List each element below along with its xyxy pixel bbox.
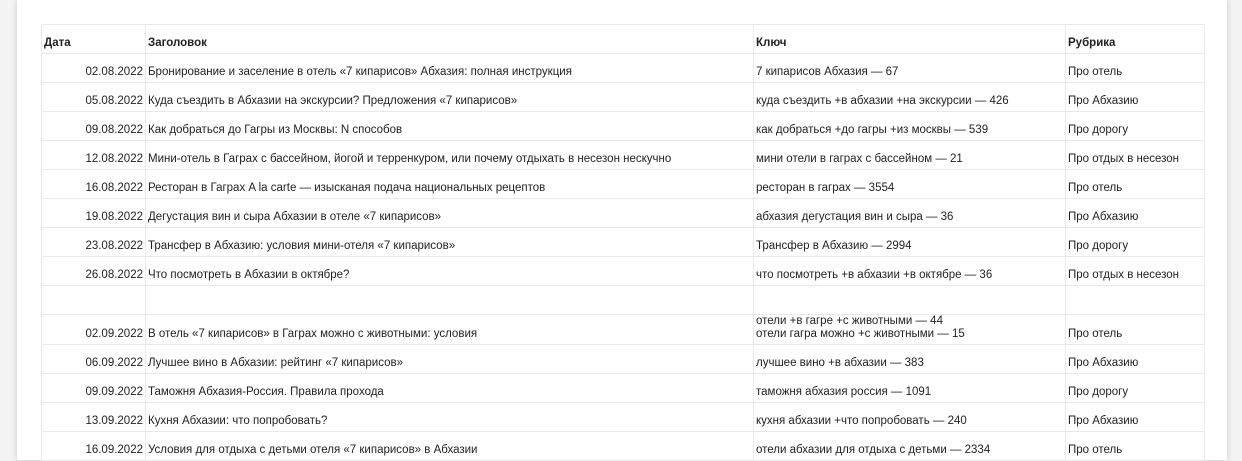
- header-rubric[interactable]: Рубрика: [1066, 25, 1205, 54]
- cell-rubric[interactable]: Про Абхазию: [1066, 83, 1205, 112]
- header-title[interactable]: Заголовок: [146, 25, 754, 54]
- cell-date[interactable]: 09.09.2022: [42, 374, 146, 403]
- cell-key[interactable]: [754, 83, 1066, 112]
- keyword-line: Трансфер в Абхазию — 2994: [756, 240, 912, 252]
- keyword-line: ресторан в гаграх — 3554: [756, 182, 895, 194]
- header-date[interactable]: Дата: [42, 25, 146, 54]
- table-row: [42, 83, 1205, 112]
- cell-title[interactable]: Бронирование и заселение в отель «7 кипарисов» Абхазия: полная инструкция: [146, 54, 754, 83]
- cell-title[interactable]: Ресторан в Гаграх A la carte — изысканая подача национальных рецептов: [146, 170, 754, 199]
- cell-date[interactable]: 26.08.2022: [42, 257, 146, 286]
- keyword-line: как добраться +до гагры +из москвы — 539: [756, 124, 989, 136]
- table-row: [42, 112, 1205, 141]
- cell-key[interactable]: [754, 228, 1066, 257]
- table-row: [42, 432, 1205, 461]
- cell-title[interactable]: Таможня Абхазия-Россия. Правила прохода: [146, 374, 754, 403]
- cell-rubric[interactable]: Про дорогу: [1066, 112, 1205, 141]
- cell-key[interactable]: [754, 199, 1066, 228]
- cell-title[interactable]: Лучшее вино в Абхазии: рейтинг «7 кипарисов»: [146, 345, 754, 374]
- keyword-line: отели +в гагре +с животными — 44: [756, 315, 943, 327]
- cell-key[interactable]: [754, 112, 1066, 141]
- table-row: [42, 228, 1205, 257]
- cell-date[interactable]: 02.08.2022: [42, 54, 146, 83]
- cell-date[interactable]: 05.08.2022: [42, 83, 146, 112]
- table-row: [42, 54, 1205, 83]
- cell-date[interactable]: 12.08.2022: [42, 141, 146, 170]
- cell-rubric[interactable]: Про отель: [1066, 54, 1205, 83]
- cell-title[interactable]: Как добраться до Гагры из Москвы: N способов: [146, 112, 754, 141]
- cell-key[interactable]: [754, 345, 1066, 374]
- keyword-line: что посмотреть +в абхазии +в октябре — 36: [756, 269, 993, 281]
- cell-date[interactable]: 13.09.2022: [42, 403, 146, 432]
- cell-date[interactable]: 16.08.2022: [42, 170, 146, 199]
- cell-date[interactable]: 16.09.2022: [42, 432, 146, 461]
- cell-key[interactable]: [754, 54, 1066, 83]
- cell-rubric[interactable]: Про отель: [1066, 432, 1205, 461]
- cell-rubric[interactable]: Про отель: [1066, 170, 1205, 199]
- cell-rubric[interactable]: Про дорогу: [1066, 228, 1205, 257]
- table-row: [42, 345, 1205, 374]
- cell-rubric[interactable]: Про дорогу: [1066, 374, 1205, 403]
- cell-date[interactable]: 23.08.2022: [42, 228, 146, 257]
- spreadsheet-card: [17, 0, 1227, 460]
- cell-rubric[interactable]: Про отдых в несезон: [1066, 257, 1205, 286]
- cell-title[interactable]: Куда съездить в Абхазии на экскурсии? Предложения «7 кипарисов»: [146, 83, 754, 112]
- content-plan-table: [41, 24, 1205, 461]
- table-row: [42, 403, 1205, 432]
- cell-date[interactable]: 06.09.2022: [42, 345, 146, 374]
- cell-rubric[interactable]: Про Абхазию: [1066, 403, 1205, 432]
- header-row: [42, 25, 1205, 54]
- cell-rubric[interactable]: Про отдых в несезон: [1066, 141, 1205, 170]
- keyword-line: мини отели в гаграх с бассейном — 21: [756, 153, 963, 165]
- cell-key[interactable]: [754, 286, 1066, 315]
- cell-rubric[interactable]: [1066, 286, 1205, 315]
- cell-date[interactable]: 09.08.2022: [42, 112, 146, 141]
- cell-key[interactable]: [754, 403, 1066, 432]
- table-row: [42, 257, 1205, 286]
- cell-date[interactable]: 02.09.2022: [42, 315, 146, 345]
- cell-key[interactable]: [754, 432, 1066, 461]
- header-key[interactable]: Ключ: [754, 25, 1066, 54]
- keyword-line: 7 кипарисов Абхазия — 67: [756, 66, 899, 78]
- cell-title[interactable]: Условия для отдыха с детьми отеля «7 кипарисов» в Абхазии: [146, 432, 754, 461]
- table-row: [42, 170, 1205, 199]
- cell-title[interactable]: [146, 286, 754, 315]
- table-row: [42, 199, 1205, 228]
- table-row: [42, 286, 1205, 315]
- cell-title[interactable]: Мини-отель в Гаграх с бассейном, йогой и терренкуром, или почему отдыхать в несезон нескучно: [146, 141, 754, 170]
- keyword-line: отели абхазии для отдыха с детьми — 2334: [756, 444, 991, 456]
- cell-key[interactable]: [754, 374, 1066, 403]
- cell-rubric[interactable]: Про отель: [1066, 315, 1205, 345]
- table-row: [42, 141, 1205, 170]
- cell-title[interactable]: Дегустация вин и сыра Абхазии в отеле «7 кипарисов»: [146, 199, 754, 228]
- cell-rubric[interactable]: Про Абхазию: [1066, 199, 1205, 228]
- keyword-line: абхазия дегустация вин и сыра — 36: [756, 211, 954, 223]
- cell-key[interactable]: [754, 257, 1066, 286]
- keyword-line: кухня абхазии +что попробовать — 240: [756, 415, 967, 427]
- cell-title[interactable]: Кухня Абхазии: что попробовать?: [146, 403, 754, 432]
- cell-title[interactable]: Что посмотреть в Абхазии в октябре?: [146, 257, 754, 286]
- cell-date[interactable]: [42, 286, 146, 315]
- keyword-line: таможня абхазия россия — 1091: [756, 386, 932, 398]
- keyword-line: отели гагра можно +с животными — 15: [756, 328, 965, 340]
- cell-title[interactable]: Трансфер в Абхазию: условия мини-отеля «7 кипарисов»: [146, 228, 754, 257]
- table-row: [42, 315, 1205, 345]
- cell-rubric[interactable]: Про Абхазию: [1066, 345, 1205, 374]
- keyword-line: куда съездить +в абхазии +на экскурсии — 426: [756, 95, 1009, 107]
- cell-key[interactable]: [754, 141, 1066, 170]
- keyword-line: лучшее вино +в абхазии — 383: [756, 357, 924, 369]
- cell-date[interactable]: 19.08.2022: [42, 199, 146, 228]
- table-row: [42, 374, 1205, 403]
- cell-key[interactable]: [754, 170, 1066, 199]
- cell-title[interactable]: В отель «7 кипарисов» в Гаграх можно с животными: условия: [146, 315, 754, 345]
- cell-key[interactable]: [754, 315, 1066, 345]
